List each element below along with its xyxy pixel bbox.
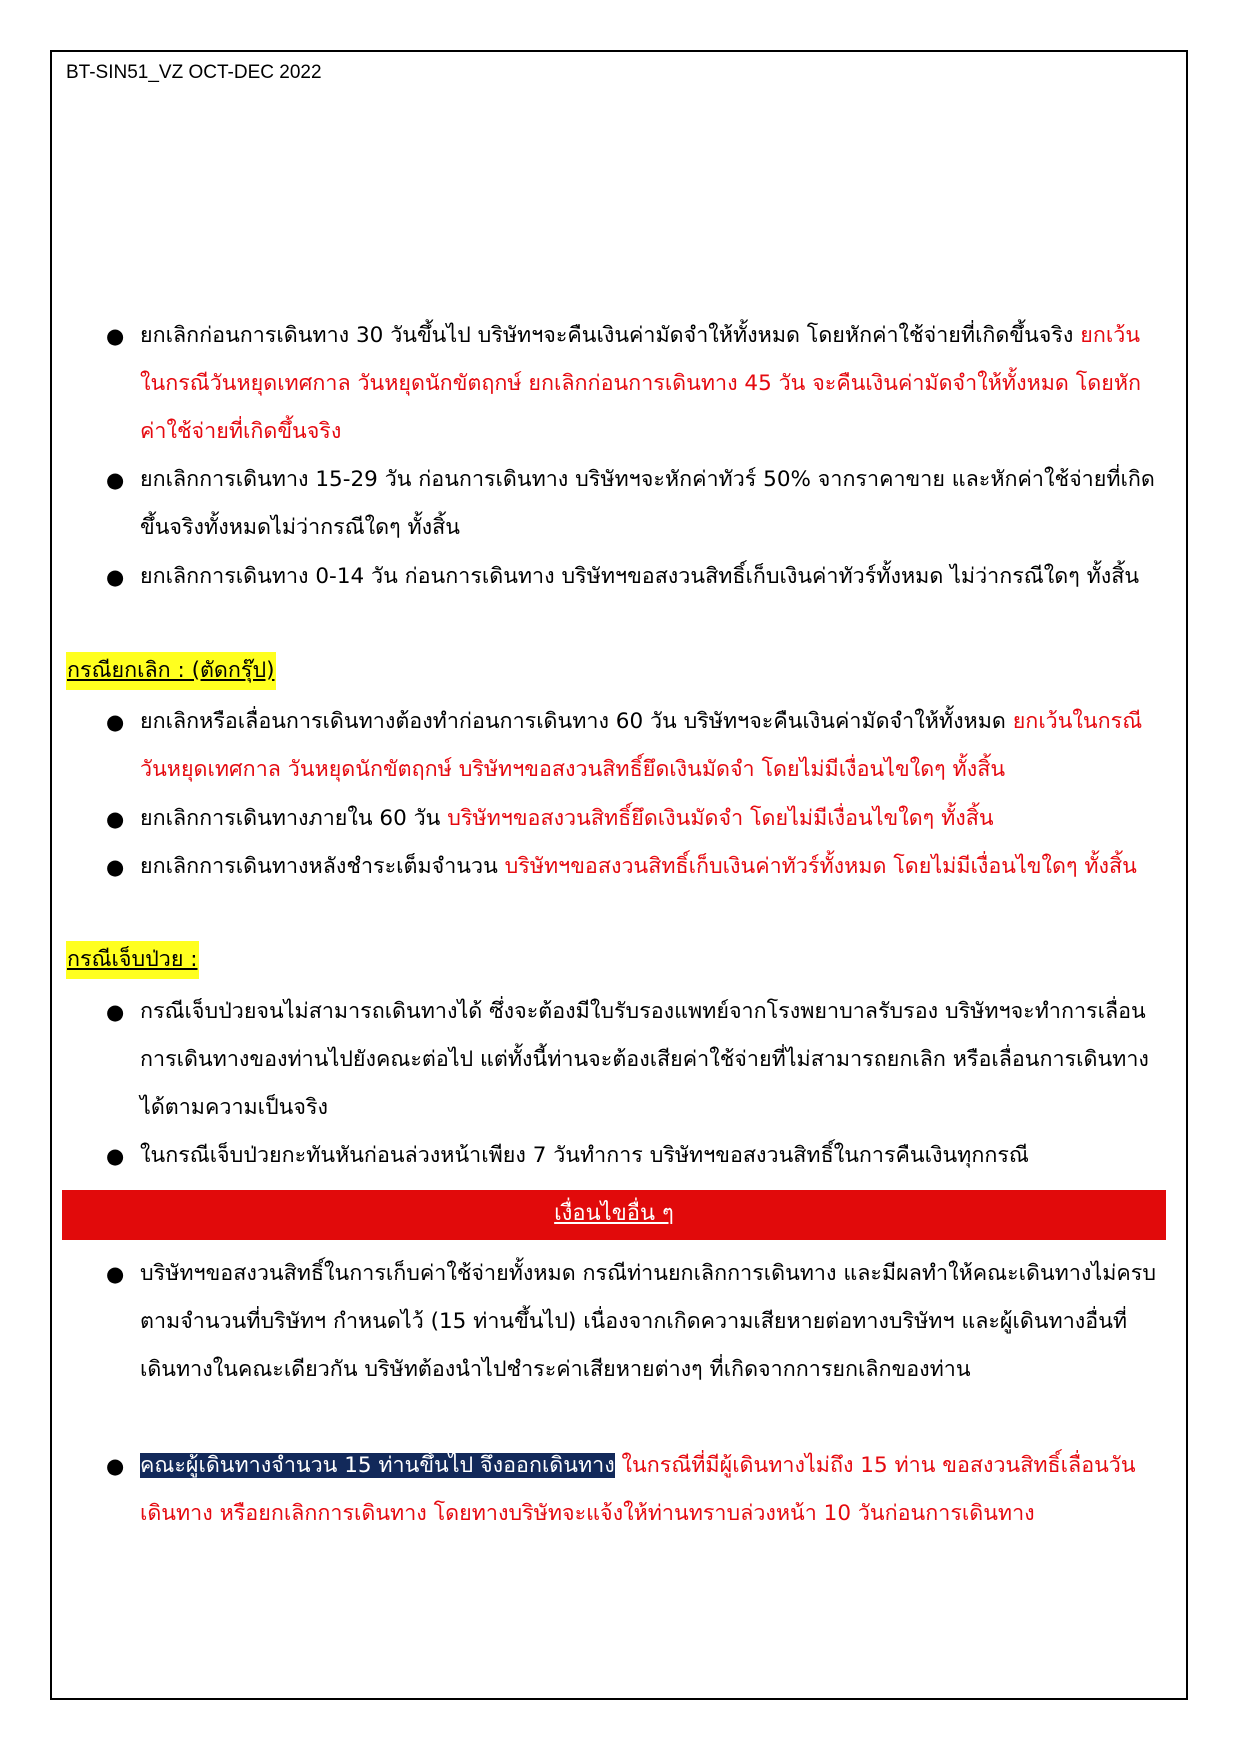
- bullet-icon: ●: [106, 710, 125, 734]
- list-item: ● คณะผู้เดินทางจำนวน 15 ท่านขึ้นไป จึงออกเดินทาง ในกรณีที่มีผู้เดินทางไม่ถึง 15 ท่าน ขอสงวนสิทธิ์เลื่อนวันเดินทาง หรือยกเลิกการเดินทาง โดยทางบริษัทจะแจ้งให้ท่านทราบล่วงหน้า 10 วันก่อนการเดินทาง: [140, 1442, 1160, 1538]
- bullet-icon: ●: [106, 565, 125, 589]
- list-item: ● ยกเลิกการเดินทาง 0-14 วัน ก่อนการเดินทาง บริษัทฯขอสงวนสิทธิ์เก็บเงินค่าทัวร์ทั้งหมด ไม่ว่ากรณีใดๆ ทั้งสิ้น: [140, 553, 1160, 601]
- list-item: ● ในกรณีเจ็บป่วยกะทันหันก่อนล่วงหน้าเพียง 7 วันทำการ บริษัทฯขอสงวนสิทธิ์ในการคืนเงินทุกกรณี: [140, 1132, 1160, 1180]
- illness-heading: กรณีเจ็บป่วย :: [66, 941, 199, 979]
- list-item: ● ยกเลิกการเดินทางภายใน 60 วัน บริษัทฯขอสงวนสิทธิ์ยึดเงินมัดจำ โดยไม่มีเงื่อนไขใดๆ ทั้งสิ้น: [140, 795, 1160, 843]
- bullet-icon: ●: [106, 1000, 125, 1024]
- list-item: ● บริษัทฯขอสงวนสิทธิ์ในการเก็บค่าใช้จ่ายทั้งหมด กรณีท่านยกเลิกการเดินทาง และมีผลทำให้คณะเดินทางไม่ครบตามจำนวนที่บริษัทฯ กำหนดไว้ (15 ท่านขึ้นไป) เนื่องจากเกิดความเสียหายต่อทางบริษัทฯ และผู้เดินทางอื่นที่เดินทางในคณะเดียวกัน บริษัทต้องนำไปชำระค่าเสียหายต่างๆ ที่เกิดจากการยกเลิกของท่าน: [140, 1250, 1160, 1394]
- list-item: ● ยกเลิกการเดินทางหลังชำระเต็มจำนวน บริษัทฯขอสงวนสิทธิ์เก็บเงินค่าทัวร์ทั้งหมด โดยไม่มีเงื่อนไขใดๆ ทั้งสิ้น: [140, 843, 1160, 891]
- list-item: ● ยกเลิกการเดินทาง 15-29 วัน ก่อนการเดินทาง บริษัทฯจะหักค่าทัวร์ 50% จากราคาขาย และหักค่าใช้จ่ายที่เกิดขึ้นจริงทั้งหมดไม่ว่ากรณีใดๆ ทั้งสิ้น: [140, 456, 1160, 552]
- highlighted-text: คณะผู้เดินทางจำนวน 15 ท่านขึ้นไป จึงออกเดินทาง: [140, 1453, 615, 1478]
- bullet-icon: ●: [106, 1262, 125, 1286]
- bullet-icon: ●: [106, 807, 125, 831]
- bullet-icon: ●: [106, 1144, 125, 1168]
- list-item: ● ยกเลิกก่อนการเดินทาง 30 วันขึ้นไป บริษัทฯจะคืนเงินค่ามัดจำให้ทั้งหมด โดยหักค่าใช้จ่ายที่เกิดขึ้นจริง ยกเว้นในกรณีวันหยุดเทศกาล วันหยุดนักขัตฤกษ์ ยกเลิกก่อนการเดินทาง 45 วัน จะคืนเงินค่ามัดจำให้ทั้งหมด โดยหักค่าใช้จ่ายที่เกิดขึ้นจริง: [140, 312, 1160, 456]
- other-conditions-banner: เงื่อนไขอื่น ๆ: [62, 1190, 1166, 1240]
- bullet-icon: ●: [106, 324, 125, 348]
- list-item: ● ยกเลิกหรือเลื่อนการเดินทางต้องทำก่อนการเดินทาง 60 วัน บริษัทฯจะคืนเงินค่ามัดจำให้ทั้งหมด ยกเว้นในกรณีวันหยุดเทศกาล วันหยุดนักขัตฤกษ์ บริษัทฯขอสงวนสิทธิ์ยึดเงินมัดจำ โดยไม่มีเงื่อนไขใดๆ ทั้งสิ้น: [140, 698, 1160, 794]
- bullet-icon: ●: [106, 855, 125, 879]
- bullet-icon: ●: [106, 468, 125, 492]
- group-cancellation-heading: กรณียกเลิก : (ตัดกรุ๊ป): [66, 652, 276, 690]
- list-item: ● กรณีเจ็บป่วยจนไม่สามารถเดินทางได้ ซึ่งจะต้องมีใบรับรองแพทย์จากโรงพยาบาลรับรอง บริษัทฯจะทำการเลื่อนการเดินทางของท่านไปยังคณะต่อไป แต่ทั้งนี้ท่านจะต้องเสียค่าใช้จ่ายที่ไม่สามารถยกเลิก หรือเลื่อนการเดินทางได้ตามความเป็นจริง: [140, 988, 1160, 1132]
- bullet-icon: ●: [106, 1454, 125, 1478]
- document-code: BT-SIN51_VZ OCT-DEC 2022: [66, 62, 322, 83]
